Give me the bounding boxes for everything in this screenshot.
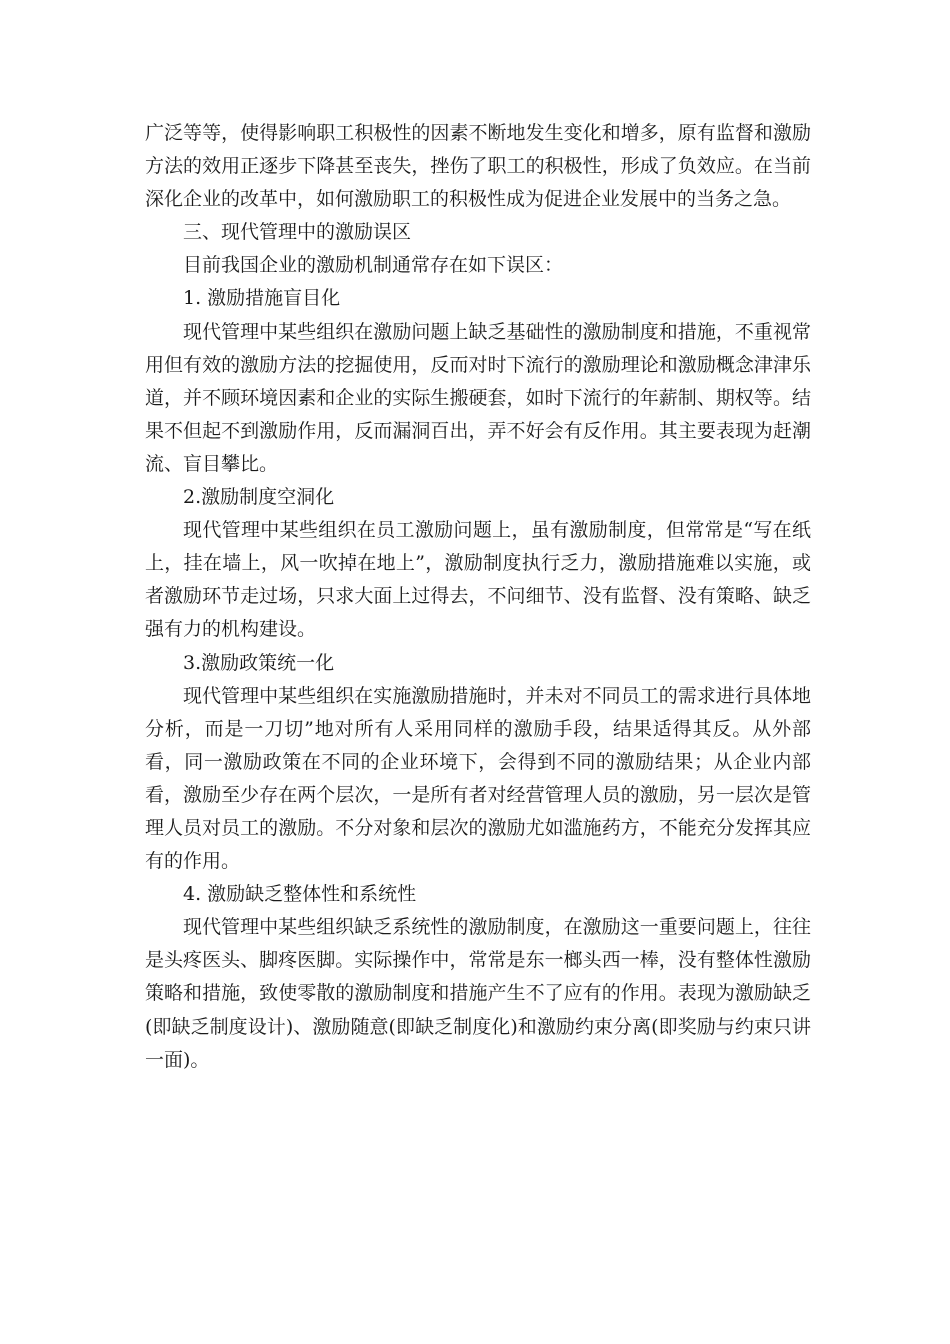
intro-paragraph: 目前我国企业的激励机制通常存在如下误区： [183, 254, 564, 277]
item-4-heading: 4. 激励缺乏整体性和系统性 [183, 883, 417, 906]
section-heading: 三、现代管理中的激励误区 [183, 221, 412, 244]
document-body [145, 117, 811, 1077]
item-4-body: 现代管理中某些组织缺乏系统性的激励制度，在激励这一重要问题上，往往是头疼医头、脚疼医脚。实际操作中，常常是东一榔头西一棒，没有整体性激励策略和措施，致使零散的激励制度和措施产生不了应有的作用。表现为激励缺乏(即缺乏制度设计)、激励随意(即缺乏制度化)和激励约束分离(即奖励与约束只讲一面)。 [145, 916, 811, 1071]
item-3-body: 现代管理中某些组织在实施激励措施时，并未对不同员工的需求进行具体地分析，而是一刀切”地对所有人采用同样的激励手段，结果适得其反。从外部看，同一激励政策在不同的企业环境下，会得到不同的激励结果；从企业内部看，激励至少存在两个层次，一是所有者对经营管理人员的激励，另一层次是管理人员对员工的激励。不分对象和层次的激励尤如滥施药方，不能充分发挥其应有的作用。 [145, 684, 811, 873]
paragraph-continuation: 广泛等等，使得影响职工积极性的因素不断地发生变化和增多，原有监督和激励方法的效用正逐步下降甚至丧失，挫伤了职工的积极性，形成了负效应。在当前深化企业的改革中，如何激励职工的积极性成为促进企业发展中的当务之急。 [145, 122, 811, 211]
item-1-heading: 1. 激励措施盲目化 [183, 287, 341, 310]
item-2-heading: 2.激励制度空洞化 [183, 486, 335, 509]
item-3-heading: 3.激励政策统一化 [183, 651, 335, 674]
item-2-body: 现代管理中某些组织在员工激励问题上，虽有激励制度，但常常是“写在纸上，挂在墙上，风一吹掉在地上”，激励制度执行乏力，激励措施难以实施，或者激励环节走过场，只求大面上过得去，不问细节、没有监督、没有策略、缺乏强有力的机构建设。 [145, 519, 811, 641]
item-1-body: 现代管理中某些组织在激励问题上缺乏基础性的激励制度和措施，不重视常用但有效的激励方法的挖掘使用，反而对时下流行的激励理论和激励概念津津乐道，并不顾环境因素和企业的实际生搬硬套，如时下流行的年薪制、期权等。结果不但起不到激励作用，反而漏洞百出，弄不好会有反作用。其主要表现为赶潮流、盲目攀比。 [145, 320, 811, 475]
